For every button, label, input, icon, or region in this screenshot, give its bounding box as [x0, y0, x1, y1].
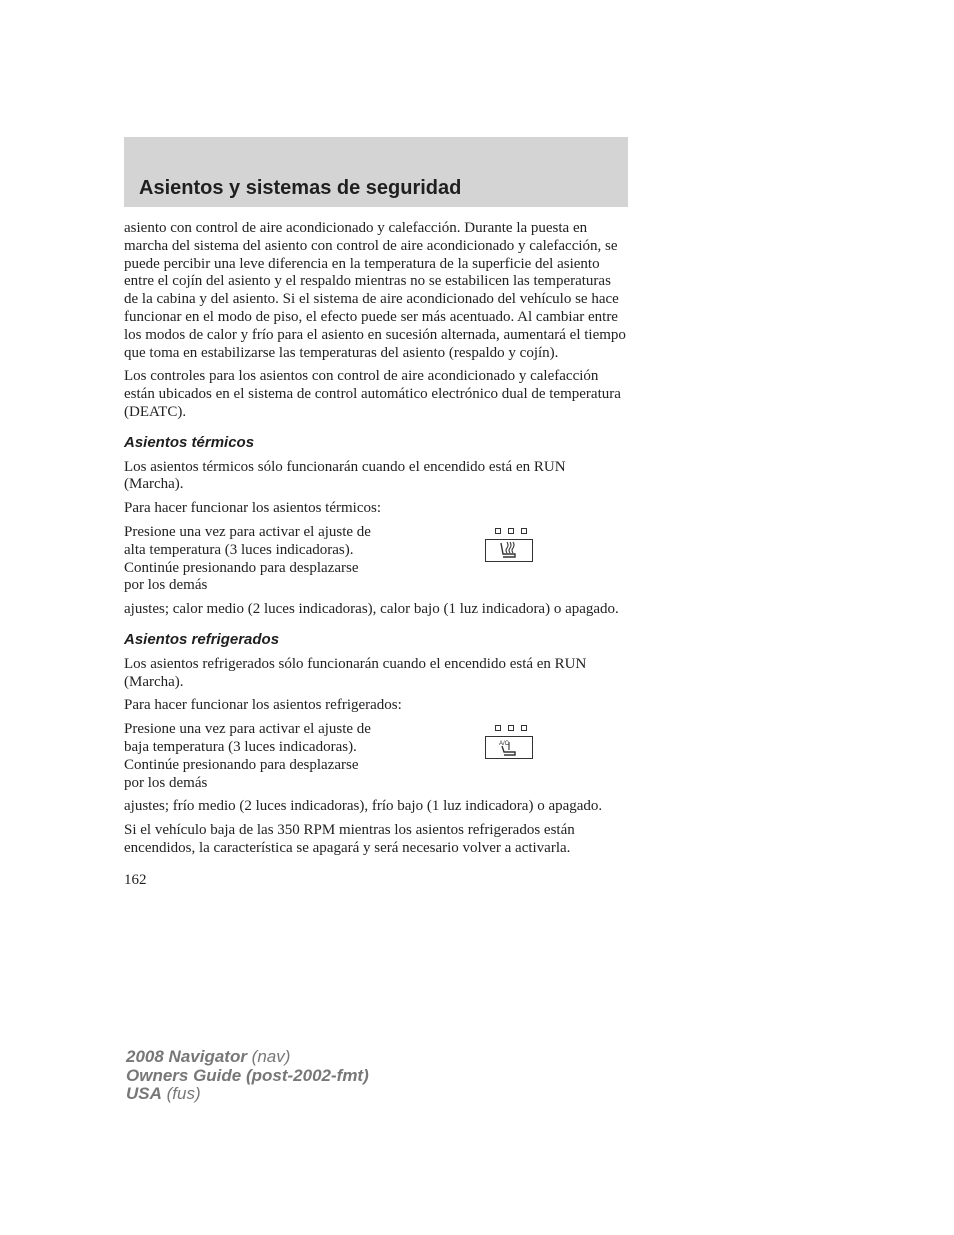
- section-title: Asientos y sistemas de seguridad: [139, 177, 462, 199]
- heated-seats-paragraph-2: Para hacer funcionar los asientos térmicos:: [124, 500, 381, 517]
- heated-seat-indicator-lights: [495, 528, 527, 534]
- cooled-seats-paragraph-1: Los asientos refrigerados sólo funcionarán cuando el encendido está en RUN (Marcha).: [124, 655, 587, 690]
- indicator-light-icon: [521, 528, 527, 534]
- cooled-seat-instructions: Presione una vez para activar el ajuste de baja temperatura (3 luces indicadoras). Continúe presionando para desplazarse por los demás: [124, 721, 371, 791]
- heated-seats-paragraph-1: Los asientos térmicos sólo funcionarán cuando el encendido está en RUN (Marcha).: [124, 458, 566, 493]
- section-header-band: [124, 137, 628, 207]
- cooled-seat-instructions-continued: ajustes; frío medio (2 luces indicadoras), frío bajo (1 luz indicadora) o apagado.: [124, 798, 603, 815]
- heated-seat-instructions-continued: ajustes; calor medio (2 luces indicadoras), calor bajo (1 luz indicadora) o apagado.: [124, 601, 619, 618]
- footer-line-1: [126, 1048, 369, 1067]
- heated-seat-button[interactable]: [485, 528, 535, 564]
- footer-line-2: [126, 1067, 369, 1086]
- footer-guide: Owners Guide (post-2002-fmt): [126, 1065, 369, 1085]
- ac-label: A/C: [499, 741, 510, 748]
- document-footer: [126, 1048, 369, 1104]
- intro-paragraph-1: asiento con control de aire acondicionado y calefacción. Durante la puesta en marcha del sistema del asiento con control de aire acondicionado y calefacción, se puede percibir una leve diferencia en la temperatura de la superficie del asiento entre el cojín del asiento y el respaldo mientras no se estabilicen las temperaturas de la cabina y del asiento. Si el sistema de aire acondicionado del vehículo se hace funcionar en el modo de piso, el efecto puede ser más acentuado. Al cambiar entre los modos de calor y frío para el asiento en sucesión alternada, aumentará el tiempo que toma en estabilizarse las temperaturas del asiento (respaldo y cojín).: [124, 220, 626, 361]
- footer-market: USA: [126, 1084, 162, 1103]
- cooled-seat-button[interactable]: [485, 725, 535, 761]
- footer-line-3: [126, 1085, 369, 1104]
- page-number: 162: [124, 871, 147, 888]
- cooled-seat-button-face: [485, 736, 533, 759]
- heated-seats-heading: Asientos térmicos: [124, 433, 255, 451]
- footer-market-code: (fus): [161, 1084, 201, 1103]
- indicator-light-icon: [508, 725, 514, 731]
- cooled-seat-icon: [498, 738, 520, 757]
- heated-seat-icon: [498, 541, 520, 560]
- footer-model-code: (nav): [246, 1047, 291, 1066]
- cooled-seats-paragraph-2: Para hacer funcionar los asientos refrigerados:: [124, 697, 402, 714]
- heated-seat-instructions: Presione una vez para activar el ajuste de alta temperatura (3 luces indicadoras). Continúe presionando para desplazarse por los demás: [124, 523, 371, 594]
- intro-paragraph-2: Los controles para los asientos con control de aire acondicionado y calefacción están ubicados en el sistema de control automático electrónico dual de temperatura (DEATC).: [124, 368, 621, 420]
- cooled-seats-heading: Asientos refrigerados: [124, 630, 280, 648]
- page-content: [124, 220, 628, 890]
- cooled-seat-figure-block: [124, 721, 628, 792]
- heated-seat-figure-block: [124, 524, 628, 595]
- cooled-seat-indicator-lights: [495, 725, 527, 731]
- indicator-light-icon: [508, 528, 514, 534]
- cooled-seats-paragraph-3: Si el vehículo baja de las 350 RPM mientras los asientos refrigerados están encendidos, la característica se apagará y será necesario volver a activarla.: [124, 822, 575, 856]
- indicator-light-icon: [521, 725, 527, 731]
- indicator-light-icon: [495, 725, 501, 731]
- indicator-light-icon: [495, 528, 501, 534]
- heated-seat-button-face: [485, 539, 533, 562]
- footer-model: 2008 Navigator: [126, 1047, 247, 1066]
